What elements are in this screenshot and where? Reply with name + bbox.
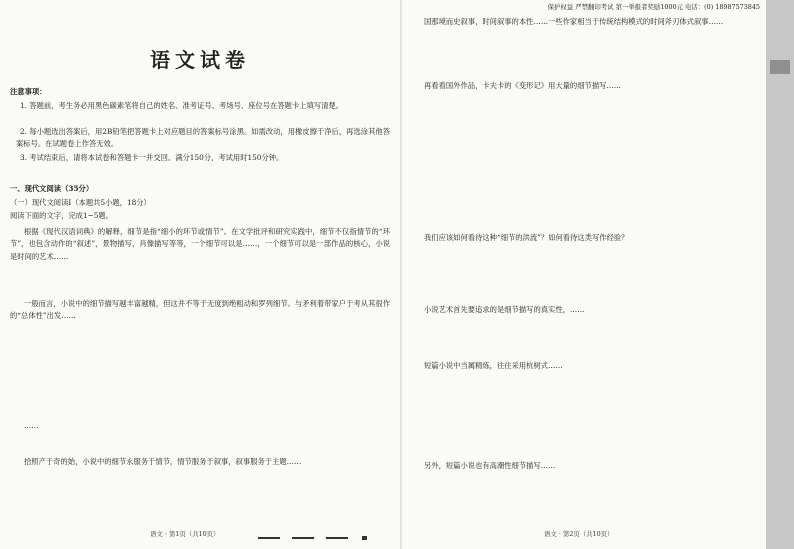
notice-item-3: 3. 考试结束后，请将本试卷和答题卡一并交回。满分150分，考试用时150分钟。: [20, 153, 284, 162]
passage-paragraph: 另外，短篇小说也有高潮性细节描写……: [424, 461, 556, 470]
passage-paragraph: 国那境而史叙事，时间叙事的本性……一些作家相当于传统结构模式的时间斧刃体式叙事……: [424, 17, 724, 26]
subsection-heading: （一）现代文阅读Ⅰ（本题共5小题，18分）: [10, 198, 151, 207]
passage-paragraph: 我们应该如何看待这种“细节的洪流”？如何看待这类写作经验？: [424, 233, 629, 242]
footer-mark: [326, 537, 348, 539]
scroll-thumb[interactable]: [770, 60, 790, 74]
section-heading: 一、现代文阅读（35分）: [10, 184, 94, 193]
passage-paragraph: 拾照产于奇的始，小说中的细节永服务于情节，情节服务于叙事，叙事服务于主题……: [24, 457, 302, 466]
page-footer: 语文 · 第2页（共10页）: [544, 530, 614, 538]
notice-item-2: 2. 每小题选出答案后，用2B铅笔把答题卡上对应题目的答案标号涂黑。如需改动，用橡皮擦干净后，再选涂其他答案标号。在试题卷上作答无效。: [16, 127, 390, 149]
passage-paragraph: ……: [24, 421, 39, 430]
page-two: [402, 0, 766, 549]
notice-heading: 注意事项：: [10, 87, 47, 96]
page-footer: 语文 · 第1页（共10页）: [150, 530, 220, 538]
passage-paragraph: 短篇小说中当属精炼，往往采用杭树式……: [424, 361, 563, 370]
passage-paragraph: 再看看国外作品，卡夫卡的《变形记》用大量的细节描写……: [424, 81, 622, 90]
footer-mark: [258, 537, 280, 539]
viewer-scrollbar[interactable]: [766, 0, 794, 549]
reading-instruction: 阅读下面的文字，完成1~5题。: [10, 211, 113, 220]
footer-mark: [292, 537, 314, 539]
exam-title: 语文试卷: [150, 48, 250, 72]
notice-item-1: 1. 答题前，考生务必用黑色碳素笔将自己的姓名、准考证号、考场号、座位号在答题卡上填写清楚。: [20, 101, 344, 110]
passage-paragraph: 小说艺术首先要追求的是细节描写的真实性，……: [424, 305, 585, 314]
passage-paragraph: 根据《现代汉语词典》的解释，细节是指“细小的环节或情节”。在文学批评和研究实践中，细节不仅指情节的“环节”，也包含动作的“叙述”，景物描写，肖像描写等等，一个细节可以是……，一个细节可以是一部作品的核心，小说是时间的艺术……: [10, 227, 390, 261]
page-header: 保护权益 严禁翻印考试 第一举报者奖励1000元 电话：(0) 18987573845: [547, 3, 760, 11]
passage-paragraph: 一般而言，小说中的细节描写越丰富越精，但这并不等于无度到绝粗动和罗列细节。与矛利着带家户于考从其很作的“总体性”出发……: [10, 299, 390, 321]
footer-mark: [362, 536, 367, 540]
